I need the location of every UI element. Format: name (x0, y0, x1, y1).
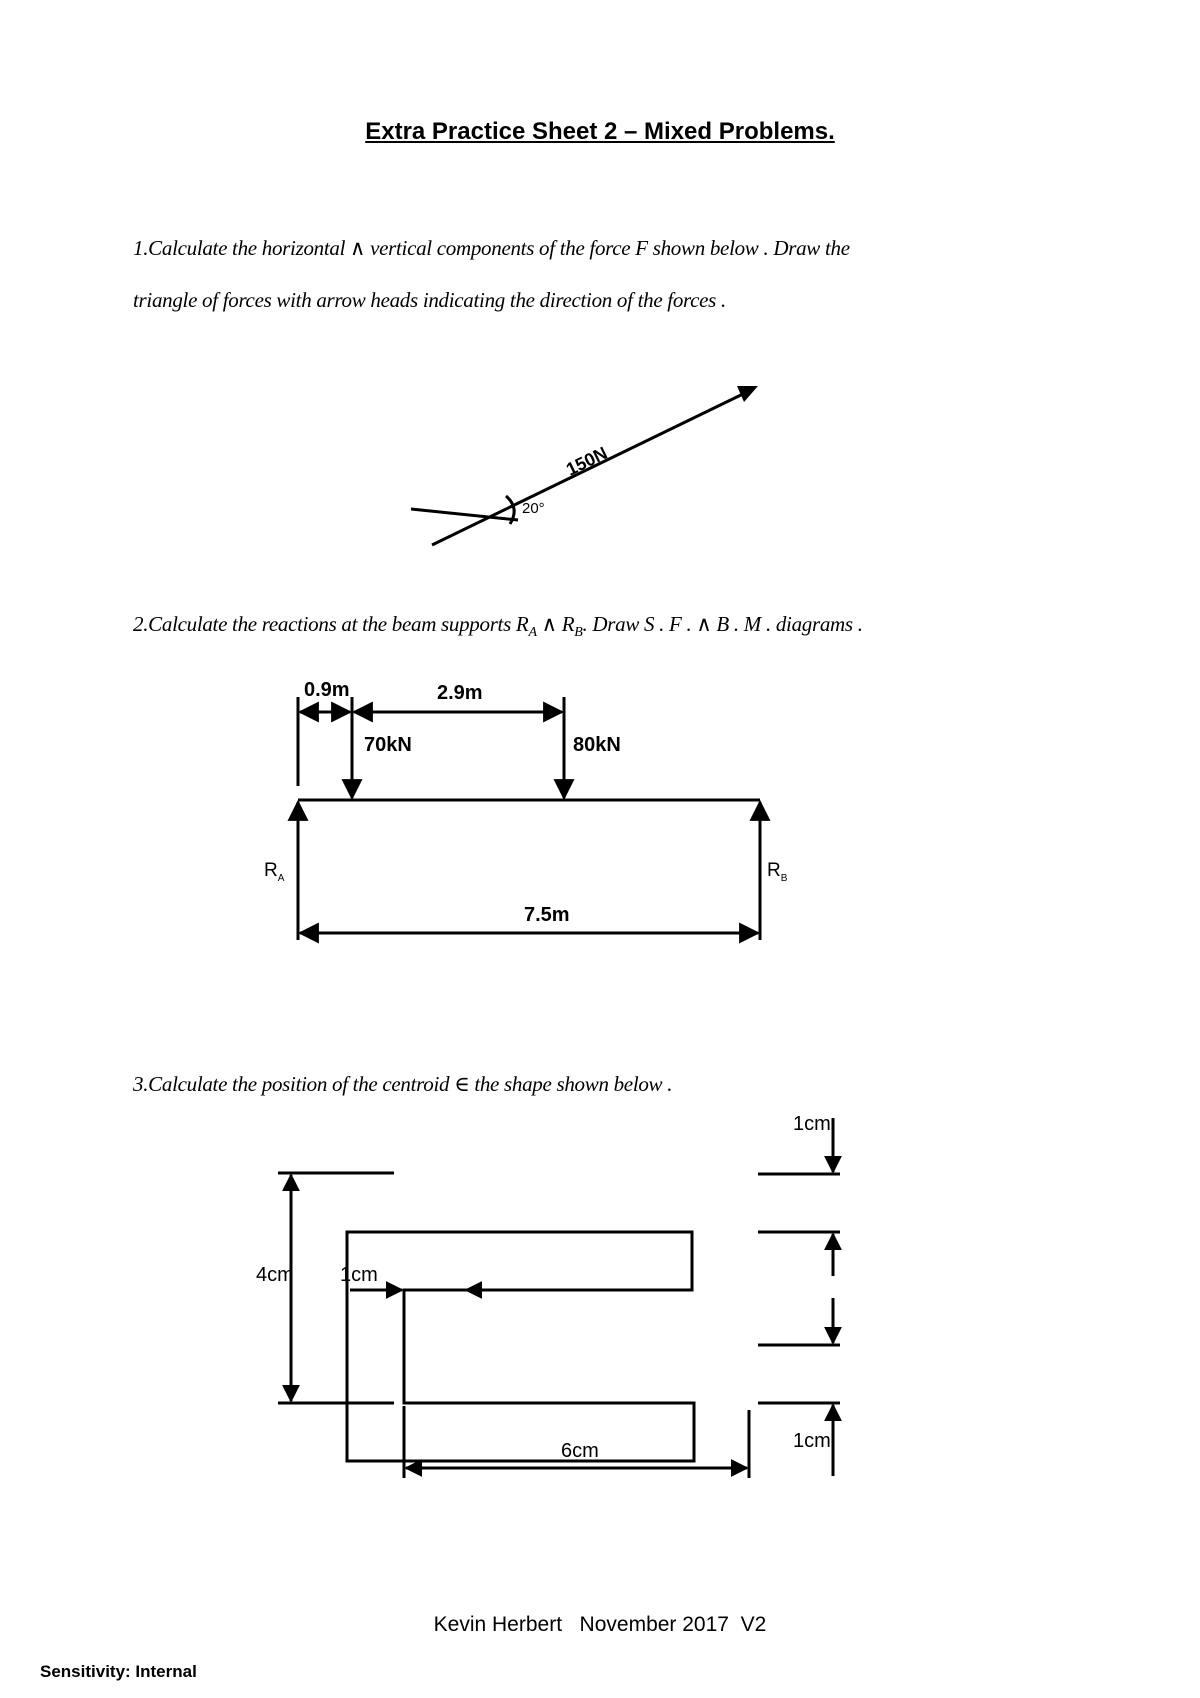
question-3-number: 3. (133, 1072, 149, 1096)
question-2-sub-a: A (528, 625, 537, 641)
bottom-thickness-label: 1cm (793, 1430, 831, 1452)
angle-label: 20° (522, 500, 545, 517)
question-1-number: 1. (133, 236, 149, 260)
load-70kn-label: 70kN (364, 734, 412, 756)
force-magnitude-label: 150N (562, 442, 611, 480)
c-shape-outline (347, 1232, 694, 1461)
web-thickness-label: 1cm (340, 1264, 378, 1286)
span-7-5m-label: 7.5m (524, 904, 570, 926)
reaction-a-label: $R_A$ (264, 860, 285, 884)
question-1-line-2: triangle of forces with arrow heads indicating the direction of the forces . (133, 288, 726, 312)
load-80kn-label: 80kN (573, 734, 621, 756)
question-2-text-b: ∧ R (536, 612, 575, 636)
page-title: Extra Practice Sheet 2 – Mixed Problems. (365, 118, 835, 145)
question-2-text-a: Calculate the reactions at the beam supports R (148, 612, 529, 636)
question-2-text-c: . Draw S . F . ∧ B . M . diagrams . (582, 612, 863, 636)
height-4cm-label: 4cm (256, 1264, 294, 1286)
question-1-text-1: Calculate the horizontal ∧ vertical components of the force F shown below . Draw the (148, 236, 850, 260)
sensitivity-label: Sensitivity: Internal (40, 1662, 197, 1681)
length-6cm-label: 6cm (561, 1440, 599, 1462)
dimension-0-9m-label: 0.9m (304, 679, 350, 701)
reaction-b-label: $R_B$ (767, 860, 788, 884)
top-thickness-label: 1cm (793, 1113, 831, 1135)
dimension-2-9m-label: 2.9m (437, 682, 483, 704)
question-3-text: Calculate the position of the centroid ∈ the shape shown below . (148, 1072, 673, 1096)
footer: Kevin Herbert November 2017 V2 (433, 1613, 767, 1636)
question-2-number: 2. (133, 612, 149, 636)
question-2-sub-b: B (574, 625, 583, 641)
